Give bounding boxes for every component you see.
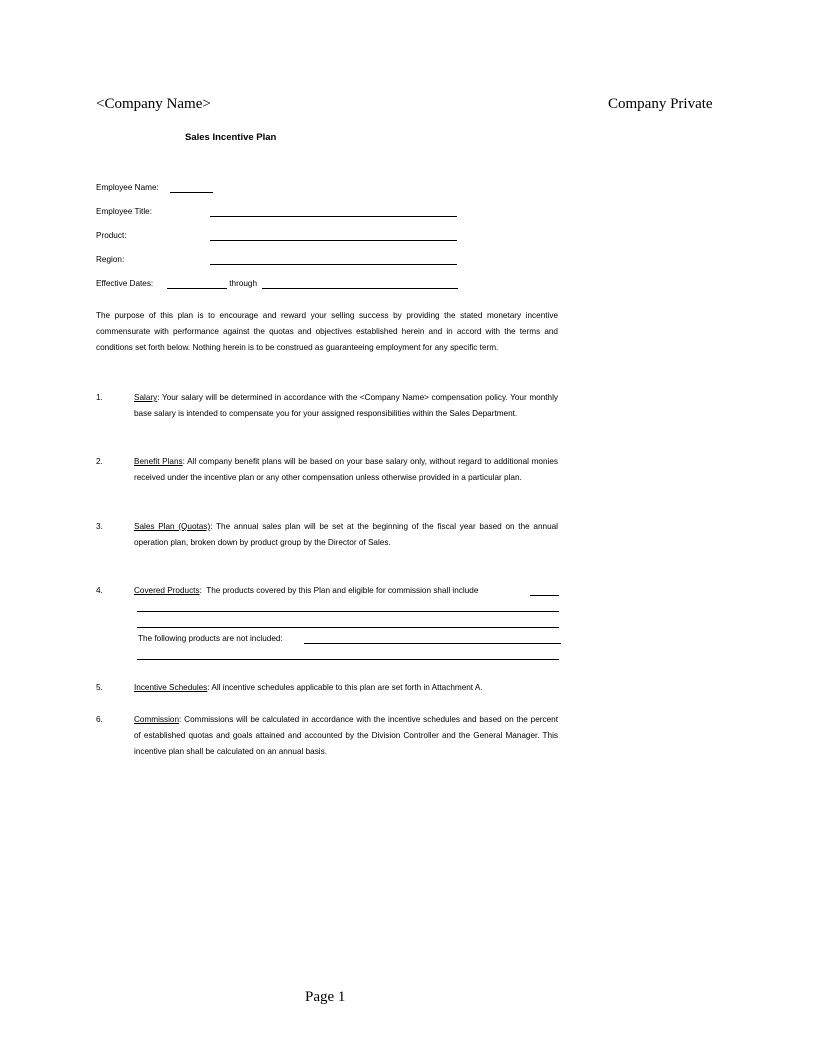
section-benefit-plans: Benefit Plans: All company benefit plans will be based on your base salary only, without regard to additional monies received under the incentive plan or any other compensation unless otherwise provided in a particular plan.: [134, 457, 558, 483]
covered-products-field[interactable]: [530, 595, 559, 596]
company-name-header: <Company Name>: [96, 96, 211, 112]
section-text: The annual sales plan will be set at the beginning of the fiscal year based on the annual operation plan, broken down by product group by the Director of Sales.: [134, 522, 558, 548]
employee-name-field[interactable]: [170, 192, 213, 193]
section-commission: Commission: Commissions will be calculated in accordance with the incentive schedules and based on the percent of established quotas and goals attained and accounted by the Division Controller and the General Manager. This incentive plan shall be calculated on an annual basis.: [134, 715, 558, 757]
section-heading: Sales Plan (Quotas): [134, 522, 211, 531]
section-covered-products: Covered Products: The products covered by this Plan and eligible for commission shall include: [134, 586, 481, 595]
section-number: 4.: [96, 586, 103, 595]
section-text: Commissions will be calculated in accordance with the incentive schedules and based on the percent of established quotas and goals attained and accounted by the Division Controller and the General Manager. This incentive plan shall be calculated on an annual basis.: [134, 715, 558, 757]
not-included-field[interactable]: [304, 643, 561, 644]
page-number: Page 1: [305, 989, 346, 1005]
purpose-paragraph: The purpose of this plan is to encourage and reward your selling success by providing the stated monetary incentive commensurate with performance against the quotas and objectives established herein and in accord with the terms and conditions set forth below. Nothing herein is to be construed as guaranteeing employment for any specific term.: [96, 311, 558, 353]
section-incentive-schedules: Incentive Schedules: All incentive schedules applicable to this plan are set forth in Attachment A.: [134, 683, 483, 692]
section-text: Your salary will be determined in accordance with the <Company Name> compensation policy. Your monthly base salary is intended to compensate you for your assigned responsibilities within the Sales Department.: [134, 393, 558, 419]
section-heading: Commission: [134, 715, 180, 724]
product-field[interactable]: [210, 240, 457, 241]
section-number: 5.: [96, 683, 103, 692]
effective-end-field[interactable]: [262, 288, 458, 289]
through-label: through: [227, 279, 260, 288]
not-included-label: The following products are not included:: [138, 634, 286, 643]
region-field[interactable]: [210, 264, 457, 265]
section-heading: Benefit Plans: [134, 457, 183, 466]
region-label: Region:: [96, 255, 125, 264]
effective-start-field[interactable]: [167, 288, 227, 289]
employee-title-label: Employee Title:: [96, 207, 152, 216]
product-label: Product:: [96, 231, 127, 240]
employee-name-label: Employee Name:: [96, 183, 159, 192]
section-salary: Salary: Your salary will be determined in accordance with the <Company Name> compensation policy. Your monthly base salary is intended to compensate you for your assigned responsibilities within the Sales Department.: [134, 393, 558, 419]
section-number: 2.: [96, 457, 103, 466]
classification-header: Company Private: [608, 96, 713, 112]
section-heading: Covered Products: [134, 586, 200, 595]
section-sales-plan: Sales Plan (Quotas): The annual sales plan will be set at the beginning of the fiscal year based on the annual operation plan, broken down by product group by the Director of Sales.: [134, 522, 558, 548]
section-number: 3.: [96, 522, 103, 531]
effective-dates-label: Effective Dates:: [96, 279, 154, 288]
covered-products-line[interactable]: [137, 627, 559, 628]
employee-title-field[interactable]: [210, 216, 457, 217]
not-included-line[interactable]: [137, 659, 559, 660]
document-title: Sales Incentive Plan: [185, 132, 277, 143]
section-heading: Incentive Schedules: [134, 683, 208, 692]
section-heading: Salary: [134, 393, 158, 402]
section-text: All company benefit plans will be based on your base salary only, without regard to additional monies received under the incentive plan or any other compensation unless otherwise provided in a particular plan.: [134, 457, 558, 483]
covered-products-line[interactable]: [137, 611, 559, 612]
section-text: The products covered by this Plan and eligible for commission shall include: [201, 586, 481, 595]
section-number: 6.: [96, 715, 103, 724]
section-text: All incentive schedules applicable to this plan are set forth in Attachment A.: [209, 683, 483, 692]
section-number: 1.: [96, 393, 103, 402]
